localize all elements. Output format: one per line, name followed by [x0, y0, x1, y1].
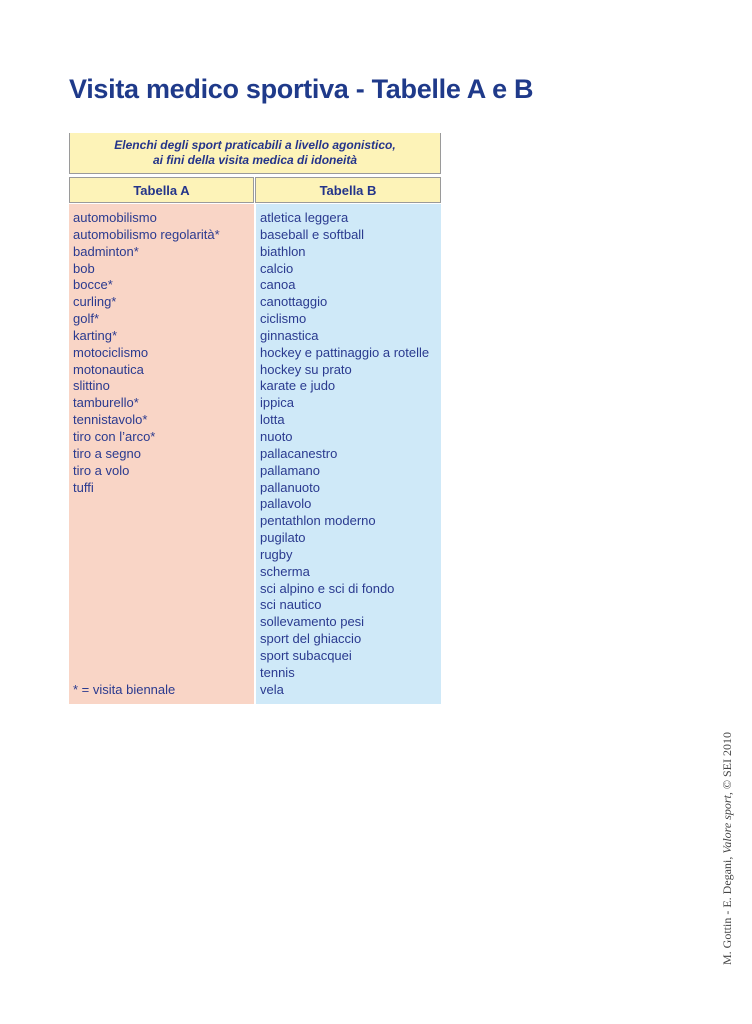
tabella-b-item: pallamano — [260, 462, 320, 478]
tabella-b-item: sci nautico — [260, 597, 322, 613]
tabella-b-item: lotta — [260, 412, 285, 428]
credit-book: Valore sport — [720, 795, 734, 854]
tabella-b-item: hockey e pattinaggio a rotelle — [260, 344, 430, 360]
tabella-b-item: calcio — [260, 260, 294, 276]
tabella-b-item: atletica leggera — [260, 210, 349, 225]
copyright-credit — [720, 732, 735, 965]
tabella-a-item: slittino — [73, 378, 110, 394]
tabella-a-item: tiro a segno — [73, 445, 141, 461]
tabella-a-item: motonautica — [73, 361, 144, 377]
tabella-b-column — [256, 204, 441, 704]
credit-authors: M. Gottin - E. Degani, — [720, 853, 734, 965]
tabella-b-item: pallacanestro — [260, 445, 338, 461]
tabella-a-item: badminton* — [73, 243, 139, 259]
tabella-b-item: canottaggio — [260, 294, 328, 310]
tabella-b-list — [256, 204, 441, 698]
tabella-b-item: rugby — [260, 546, 293, 562]
tabella-a-item: tamburello* — [73, 395, 139, 411]
tabella-b-item: vela — [260, 681, 284, 697]
tabella-a-item: tennistavolo* — [73, 412, 148, 428]
tabella-b-header: Tabella B — [255, 177, 441, 203]
tabella-b-item: pallavolo — [260, 496, 312, 512]
tabella-a-list — [69, 204, 254, 496]
tabella-b-item: pallanuoto — [260, 479, 320, 495]
tabella-a-item: motociclismo — [73, 344, 149, 360]
caption-line-1: Elenchi degli sport praticabili a livello agonistico, — [114, 138, 396, 152]
tabella-a-item: karting* — [73, 327, 118, 343]
caption-line-2: ai fini della visita medica di idoneità — [152, 153, 358, 167]
tabella-b-item: ciclismo — [260, 311, 307, 327]
tabella-b-item: sollevamento pesi — [260, 614, 365, 630]
tabella-a-item: automobilismo — [73, 210, 157, 225]
tabella-b-item: scherma — [260, 563, 310, 579]
tabella-b-item: ginnastica — [260, 327, 319, 343]
tabella-b-item: nuoto — [260, 428, 293, 444]
tabella-b-item: canoa — [260, 277, 296, 293]
tabella-a-column — [69, 204, 254, 704]
tabella-b-item: hockey su prato — [260, 361, 352, 377]
tabella-b-item: sport subacquei — [260, 647, 352, 663]
tabella-a-item: bocce* — [73, 277, 113, 293]
tabella-a-item: tiro a volo — [73, 462, 130, 478]
tabella-b-item: karate e judo — [260, 378, 336, 394]
table-caption — [69, 133, 441, 174]
tabella-b-item: pugilato — [260, 530, 306, 546]
tabella-b-item: ippica — [260, 395, 294, 411]
tabella-b-item: sport del ghiaccio — [260, 631, 362, 647]
tabella-b-item: tennis — [260, 664, 295, 680]
tabella-a-header: Tabella A — [69, 177, 254, 203]
tabella-b-item: baseball e softball — [260, 226, 365, 242]
tabella-b-item: pentathlon moderno — [260, 513, 376, 529]
tabella-a-item: tuffi — [73, 479, 94, 495]
tabella-a-item: curling* — [73, 294, 117, 310]
tabella-a-item: bob — [73, 260, 95, 276]
page-title: Visita medico sportiva - Tabelle A e B — [69, 74, 534, 104]
credit-publisher: , © SEI 2010 — [720, 731, 734, 796]
tabella-a-item: golf* — [73, 311, 100, 327]
tabella-b-item: biathlon — [260, 243, 306, 259]
tabella-b-item: sci alpino e sci di fondo — [260, 580, 395, 596]
footnote: * = visita biennale — [73, 682, 176, 697]
tabella-a-item: tiro con l’arco* — [73, 428, 156, 444]
tabella-a-item: automobilismo regolarità* — [73, 226, 220, 242]
